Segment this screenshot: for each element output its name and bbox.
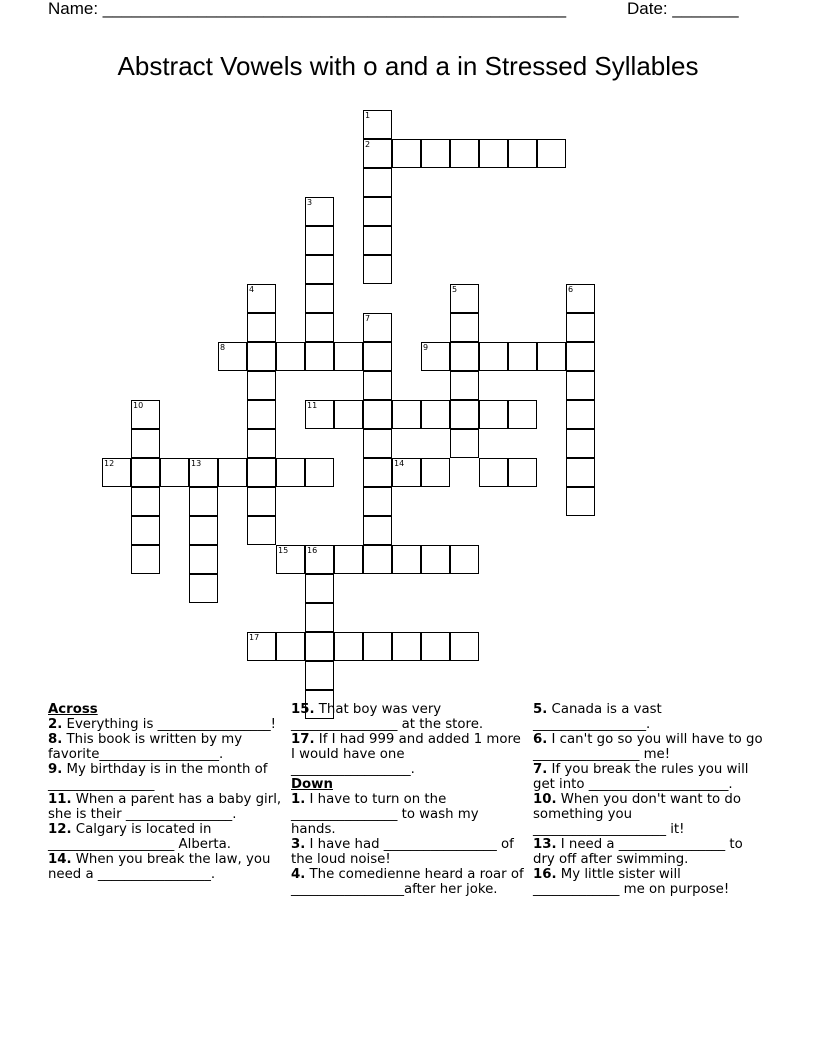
clue-number: 13. (533, 837, 557, 852)
clue-number: 11 (307, 401, 318, 410)
crossword-cell[interactable] (160, 458, 189, 487)
crossword-cell[interactable] (218, 342, 247, 371)
clue (48, 732, 283, 762)
crossword-cell[interactable] (363, 197, 392, 226)
crossword-cell[interactable] (392, 632, 421, 661)
clue-text: When you break the law, you need a _________________. (48, 852, 271, 882)
clue (291, 867, 526, 897)
crossword-cell[interactable] (508, 139, 537, 168)
crossword-cell[interactable] (450, 371, 479, 400)
clue (48, 822, 283, 852)
clue-text: I need a ________________ to dry off after swimming. (533, 837, 743, 867)
crossword-cell[interactable] (305, 342, 334, 371)
down-heading: Down (291, 777, 333, 792)
crossword-cell[interactable] (363, 487, 392, 516)
crossword-cell[interactable] (479, 342, 508, 371)
crossword-cell[interactable] (566, 458, 595, 487)
crossword-cell[interactable] (392, 400, 421, 429)
crossword-cell[interactable] (421, 400, 450, 429)
crossword-cell[interactable] (218, 458, 247, 487)
crossword-cell[interactable] (363, 313, 392, 342)
clue-number: 8 (220, 343, 226, 352)
clue (533, 867, 768, 897)
clue-text: When a parent has a baby girl, she is their ________________. (48, 792, 282, 822)
crossword-cell[interactable] (131, 458, 160, 487)
clue-text: I can't go so you will have to go ________________ me! (533, 732, 763, 762)
clue (48, 852, 283, 882)
crossword-cell[interactable] (566, 342, 595, 371)
crossword-cell[interactable] (305, 632, 334, 661)
crossword-cell[interactable] (334, 545, 363, 574)
crossword-cell[interactable] (450, 429, 479, 458)
crossword-cell[interactable] (305, 255, 334, 284)
clue-text: Calgary is located in ___________________ Alberta. (48, 822, 232, 852)
crossword-cell[interactable] (363, 168, 392, 197)
crossword-cell[interactable] (305, 226, 334, 255)
crossword-cell[interactable] (276, 342, 305, 371)
crossword-cell[interactable] (334, 342, 363, 371)
crossword-cell[interactable] (189, 487, 218, 516)
clue-text: If I had 999 and added 1 more I would have one __________________. (291, 732, 521, 777)
clue (291, 837, 526, 867)
clue-number: 12 (104, 459, 115, 468)
crossword-cell[interactable] (421, 139, 450, 168)
clue-number: 12. (48, 822, 72, 837)
clue-text: If you break the rules you will get into _____________________. (533, 762, 749, 792)
clue-number: 5. (533, 702, 548, 717)
crossword-cell[interactable] (334, 632, 363, 661)
clue-number: 7 (365, 314, 371, 323)
crossword-cell[interactable] (247, 487, 276, 516)
crossword-cell[interactable] (189, 574, 218, 603)
crossword-cell[interactable] (508, 400, 537, 429)
crossword-cell[interactable] (131, 516, 160, 545)
crossword-cell[interactable] (189, 458, 218, 487)
crossword-cell[interactable] (363, 226, 392, 255)
clue-number: 6. (533, 732, 548, 747)
crossword-cell[interactable] (450, 400, 479, 429)
crossword-cell[interactable] (450, 632, 479, 661)
clue (291, 792, 526, 837)
crossword-cell[interactable] (305, 545, 334, 574)
crossword-cell[interactable] (276, 545, 305, 574)
date-line: Date: _______ (627, 0, 739, 18)
clue-text: My birthday is in the month of ________________ (48, 762, 268, 792)
clue-text: I have had _________________ of the loud noise! (291, 837, 514, 867)
clue-text: I have to turn on the ________________ to wash my hands. (291, 792, 479, 837)
crossword-cell[interactable] (508, 342, 537, 371)
clue-number: 8. (48, 732, 63, 747)
crossword-cell[interactable] (247, 313, 276, 342)
clues-column-1 (48, 702, 283, 882)
crossword-cell[interactable] (537, 342, 566, 371)
crossword-cell[interactable] (479, 400, 508, 429)
clue (291, 732, 526, 777)
clue-number: 15. (291, 702, 315, 717)
clue-number: 14. (48, 852, 72, 867)
crossword-cell[interactable] (247, 400, 276, 429)
crossword-cell[interactable] (276, 458, 305, 487)
crossword-cell[interactable] (421, 632, 450, 661)
crossword-cell[interactable] (131, 400, 160, 429)
clue (533, 792, 768, 837)
across-heading: Across (48, 702, 98, 717)
crossword-cell[interactable] (421, 458, 450, 487)
clue-number: 4. (291, 867, 306, 882)
crossword-cell[interactable] (363, 458, 392, 487)
clue (533, 837, 768, 867)
crossword-cell[interactable] (247, 516, 276, 545)
clues-column-3 (533, 702, 768, 897)
crossword-cell[interactable] (189, 516, 218, 545)
crossword-cell[interactable] (363, 110, 392, 139)
clue-number: 1. (291, 792, 306, 807)
crossword-cell[interactable] (247, 284, 276, 313)
crossword-cell[interactable] (305, 458, 334, 487)
crossword-cell[interactable] (566, 429, 595, 458)
clue-text: Everything is _________________! (62, 717, 276, 732)
clue (533, 702, 768, 732)
clue (48, 717, 283, 732)
name-line: Name: _________________________________________________ (48, 0, 567, 18)
crossword-cell[interactable] (537, 139, 566, 168)
clue-number: 16. (533, 867, 557, 882)
crossword-cell[interactable] (363, 429, 392, 458)
clue-number: 15 (278, 546, 289, 555)
clue-number: 9. (48, 762, 63, 777)
crossword-cell[interactable] (392, 139, 421, 168)
crossword-cell[interactable] (334, 400, 363, 429)
clue-number: 1 (365, 111, 371, 120)
crossword-cell[interactable] (508, 458, 537, 487)
clue-number: 5 (452, 285, 458, 294)
crossword-cell[interactable] (566, 313, 595, 342)
clue-number: 13 (191, 459, 202, 468)
crossword-cell[interactable] (566, 400, 595, 429)
clue-text: This book is written by my favorite__________________. (48, 732, 243, 762)
crossword-cell[interactable] (305, 400, 334, 429)
crossword-cell[interactable] (363, 255, 392, 284)
crossword-cell[interactable] (247, 429, 276, 458)
clue-number: 2 (365, 140, 371, 149)
clue-number: 10 (133, 401, 144, 410)
crossword-cell[interactable] (247, 632, 276, 661)
crossword-cell[interactable] (363, 545, 392, 574)
clue (48, 762, 283, 792)
clue-number: 16 (307, 546, 318, 555)
clue-number: 7. (533, 762, 548, 777)
crossword-cell[interactable] (363, 139, 392, 168)
crossword-cell[interactable] (450, 139, 479, 168)
crossword-cell[interactable] (450, 545, 479, 574)
crossword-cell[interactable] (247, 458, 276, 487)
clue (291, 702, 526, 732)
crossword-cell[interactable] (305, 313, 334, 342)
clue-text: My little sister will _____________ me on purpose! (533, 867, 730, 897)
clue-number: 11. (48, 792, 72, 807)
crossword-cell[interactable] (102, 458, 131, 487)
crossword-cell[interactable] (189, 545, 218, 574)
crossword-cell[interactable] (247, 371, 276, 400)
crossword-cell[interactable] (247, 342, 276, 371)
crossword-cell[interactable] (363, 400, 392, 429)
clue-number: 2. (48, 717, 63, 732)
crossword-cell[interactable] (363, 632, 392, 661)
crossword-cell[interactable] (392, 458, 421, 487)
crossword-cell[interactable] (131, 487, 160, 516)
clue-number: 9 (423, 343, 429, 352)
clue-text: When you don't want to do something you ____________________ it! (533, 792, 741, 837)
crossword-cell[interactable] (421, 545, 450, 574)
crossword-cell[interactable] (566, 284, 595, 313)
crossword-cell[interactable] (566, 487, 595, 516)
crossword-cell[interactable] (450, 342, 479, 371)
crossword-cell[interactable] (392, 545, 421, 574)
clue-number: 17. (291, 732, 315, 747)
clue-text: Canada is a vast _________________. (533, 702, 662, 732)
crossword-cell[interactable] (450, 313, 479, 342)
crossword-cell[interactable] (305, 574, 334, 603)
page-title: Abstract Vowels with o and a in Stressed Syllables (117, 51, 699, 81)
crossword-cell[interactable] (450, 284, 479, 313)
clue-number: 3 (307, 198, 313, 207)
crossword-cell[interactable] (305, 603, 334, 632)
clue (533, 762, 768, 792)
clue-text: That boy was very ________________ at the store. (291, 702, 484, 732)
clues-column-2 (291, 702, 526, 897)
clue (48, 792, 283, 822)
clue-number: 10. (533, 792, 557, 807)
clue-text: The comedienne heard a roar of _________________after her joke. (291, 867, 524, 897)
crossword-cell[interactable] (421, 342, 450, 371)
clue-number: 6 (568, 285, 574, 294)
clue-number: 3. (291, 837, 306, 852)
crossword-cell[interactable] (131, 429, 160, 458)
crossword-cell[interactable] (276, 632, 305, 661)
crossword-cell[interactable] (479, 458, 508, 487)
crossword-cell[interactable] (305, 661, 334, 690)
crossword-cell[interactable] (305, 284, 334, 313)
clue-number: 4 (249, 285, 255, 294)
crossword-cell[interactable] (363, 371, 392, 400)
clue-number: 17 (249, 633, 260, 642)
clue (533, 732, 768, 762)
crossword-cell[interactable] (363, 342, 392, 371)
clue-number: 14 (394, 459, 405, 468)
crossword-cell[interactable] (363, 516, 392, 545)
crossword-cell[interactable] (305, 197, 334, 226)
crossword-cell[interactable] (479, 139, 508, 168)
crossword-cell[interactable] (131, 545, 160, 574)
crossword-cell[interactable] (566, 371, 595, 400)
